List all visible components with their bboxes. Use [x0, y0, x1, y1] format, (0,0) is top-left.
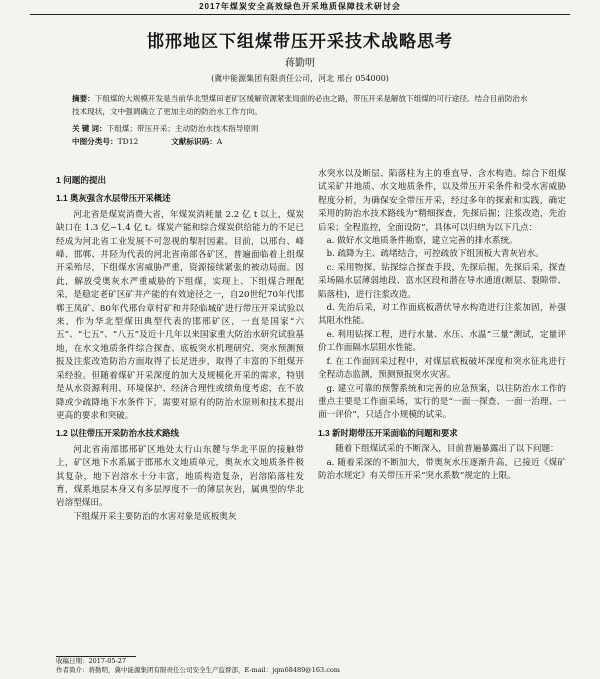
- keywords-text: 下组煤；带压开采；主动防治水技术指导原则: [106, 124, 259, 133]
- list-item: f. 在工作面回采过程中，对煤层底板破坏深度和突水征兆进行全程动态监测，预测预报突水灾害。: [318, 356, 566, 381]
- abstract-label: 摘要：: [72, 94, 95, 103]
- list-item: d. 先治后采，对工作面底板潜伏导水构造进行注浆加固，补强其阻水性能。: [318, 303, 566, 327]
- abstract-text: 下组煤的大规模开发是当前华北型煤田老矿区缓解资源紧张局面的必由之路，带压开采是解放下组煤的可行途径。结合目前防治水技术现状，文中强调确立了更加主动的防治水工作方向。: [72, 94, 528, 116]
- list-item: c. 采用物探、钻探综合探查手段，先探后掘，先探后采，探查采场隔水层薄弱地段、富水区段和潜在导水通道(断层、裂隙带、陷落柱)，进行注浆改造。: [318, 262, 566, 300]
- section-1-1-heading: 1.1 奥灰强含水层带压开采概述: [56, 193, 171, 204]
- received-date: 收稿日期：2017-05-27: [56, 657, 126, 665]
- footnote: [56, 657, 576, 675]
- paragraph: 随着下组煤试采的不断深入，目前普遍暴露出了以下问题：: [335, 444, 559, 455]
- journal-header: 2017年煤炭安全高效绿色开采地质保障技术研讨会: [30, 0, 570, 15]
- keywords-label: 关 键 词：: [72, 124, 107, 133]
- paper-title: 邯邢地区下组煤带压开采技术战略思考: [147, 32, 453, 51]
- list-item: a. 随着采深的不断加大，带奥灰水压逐渐升高，已接近《煤矿防治水规定》有关带压开采“突水系数”规定的上限。: [318, 457, 566, 481]
- list-item: a. 做好水文地质条件勘察，建立完善的排水系统。: [326, 236, 518, 247]
- list-item: b. 疏降为主、疏堵结合，可控疏放下组顶板大青灰岩水。: [326, 249, 544, 260]
- left-column: [56, 168, 304, 524]
- cls-value: TD12: [117, 137, 139, 146]
- list-item: g. 建立可靠的预警系统和完善的应急预案，以往防治水工作的重点主要是工作面采场，实行的是“一面一探查、一面一治理、一面一评价”，只适合小规模的试采。: [318, 383, 566, 421]
- author: 蒋勤明: [285, 58, 315, 69]
- doc-code-value: A: [216, 137, 223, 146]
- cls-label: 中图分类号：: [72, 137, 118, 146]
- abstract: [72, 93, 532, 118]
- list-item: e. 利用钻探工程，进行水量、水压、水温“三量”测试，定量评价工作面隔水层阻水性能。: [318, 329, 566, 354]
- paragraph: 河北省是煤炭消费大省，年煤炭消耗量 2.2 亿 t 以上，煤炭缺口在 1.3 亿~1.4 亿 t。煤炭产能和综合煤炭供给能力的不足已经成为河北省工业发展不可忽视的掣肘因素。目前，以邢台、峰峰、邯郸、井陉为代表的河北省南部各矿区，普遍面临着上组煤开采殆尽，下组煤水害威胁严重，资源接续紧张的被动局面。因此，解放受奥灰水严重威胁的下组煤，实现上、下组煤合理配采，是稳定老矿区矿井产能的有效途径之一，自20世纪70年代邯郸王凤矿、80年代邢台章村矿和井陉临城矿进行带压开采试验以来，作为华北型煤田典型代表的邯邢矿区，一直是国家“六五”、“七五”、“八五”及近十几年以来国家重大防治水研究试验基地，在水文地质条件综合探查、底板突水机理研究、突水预测预报及注浆改造防治方面取得了长足进步，取得了丰富的下组煤开采经验。但随着煤矿开采深度的加大及规模化开采的需求，特别是从水资源利用、环境保护、经济合理性或绩角度考虑，在不放降或少疏降地下水条件下，需要对原有的防治水原则和技术提出更高的要求和突破。: [56, 209, 304, 421]
- right-column: [318, 168, 566, 483]
- section-1-2-heading: 1.2 以往带压开采防治水技术路线: [56, 428, 179, 439]
- section-1-3-heading: 1.3 新时期带压开采面临的问题和要求: [318, 427, 458, 438]
- classification: [72, 136, 532, 148]
- keywords: [72, 123, 532, 135]
- section-1-heading: 1 问题的提出: [56, 175, 107, 185]
- paragraph: 水突水以及断层、陷落柱为主的垂直导、含水构造。综合下组煤试采矿井地质、水文地质条件，以及带压开采条件和受水害威胁程度分析，为确保安全带压开采，经过多年的探索和实践，确定采用的防治水技术路线为“精细探查，先探后掘；注浆改造，先治后采；全程监控，全面设防”，具体可以归纳为以下几点：: [318, 169, 566, 233]
- paragraph: 下组煤开采主要防治的水害对象是底板奥灰: [73, 511, 237, 522]
- affiliation: (冀中能源集团有限责任公司，河北 邢台 054000): [211, 74, 389, 83]
- doc-code-label: 文献标识码：: [171, 137, 217, 146]
- paragraph: 河北省南部邯邢矿区地处太行山东麓与华北平原的接触带上，矿区地下水系属于邯邢水文地质单元，奥灰水文地质条件极其复杂，地下岩溶水十分丰富，地质构造复杂，岩溶陷落柱发育，煤系地层本身又有多层厚度不一的薄层灰岩，属典型的华北岩溶型煤田。: [56, 444, 304, 509]
- author-bio: 作者简介：蒋勤明，冀中能源集团有限责任公司安全生产监督部，E-mail：jqm68489@163.com: [56, 666, 340, 674]
